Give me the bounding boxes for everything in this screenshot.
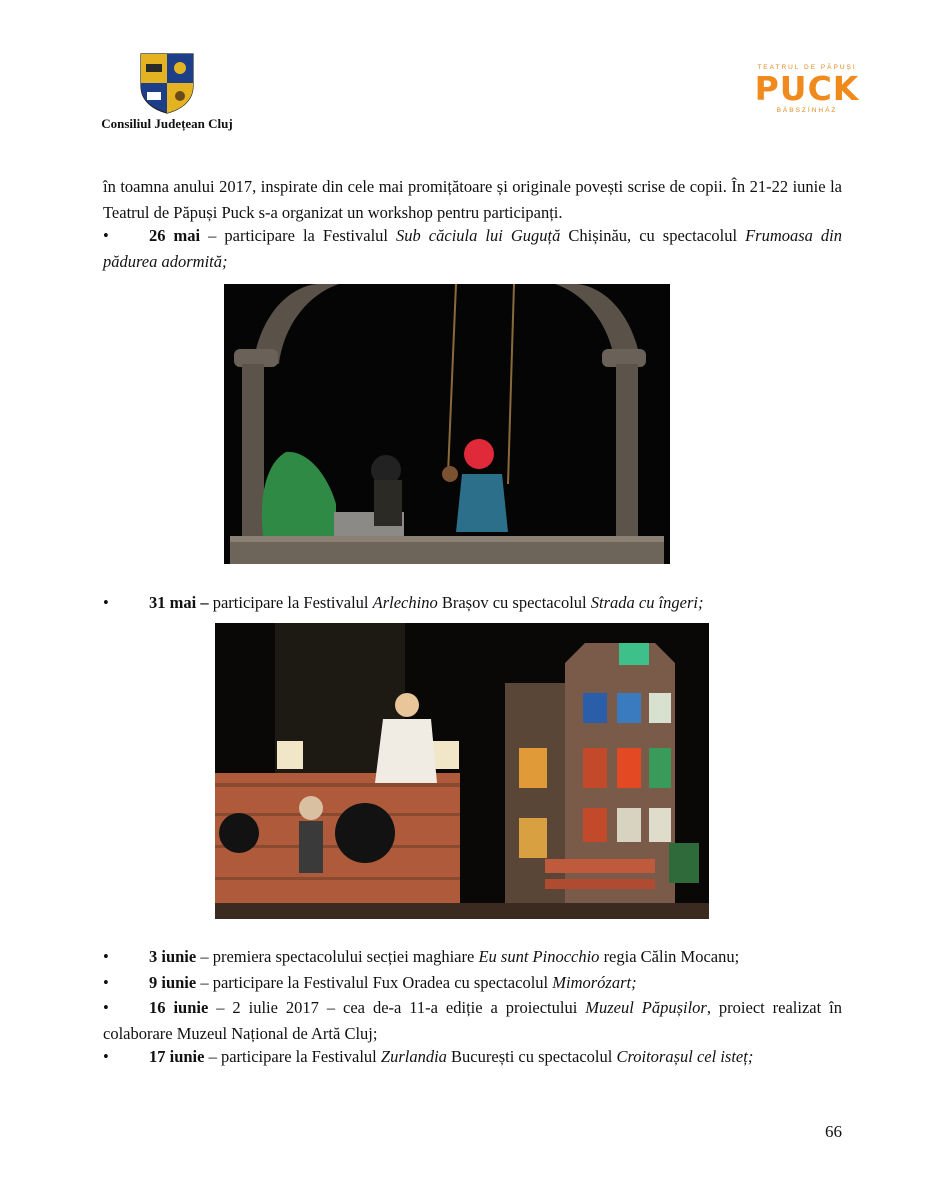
item-italic: Croitorașul cel isteț; bbox=[616, 1047, 754, 1066]
item-italic: Zurlandia bbox=[380, 1047, 447, 1066]
item-text: Brașov cu spectacolul bbox=[437, 593, 591, 612]
stage-image-2 bbox=[215, 623, 709, 919]
puppet-show-photo-2 bbox=[215, 623, 709, 919]
item-text: participare la Festivalul bbox=[208, 593, 373, 612]
item-text: – participare la Festivalul bbox=[204, 1047, 381, 1066]
bullet: • bbox=[103, 998, 109, 1017]
item-date: 3 iunie bbox=[149, 947, 197, 966]
intro-paragraph: în toamna anului 2017, inspirate din cele mai promițătoare și originale povești scrise de copii. În 21-22 iunie la Teatrul de Păpuși Puck s-a organizat un workshop pentru participanți. bbox=[103, 177, 842, 222]
item-text: București cu spectacolul bbox=[446, 1047, 617, 1066]
council-name: Consiliul Județean Cluj bbox=[101, 116, 233, 131]
bullet: • bbox=[103, 593, 109, 612]
bullet: • bbox=[103, 947, 109, 966]
puck-logo bbox=[752, 64, 862, 114]
item-text: – participare la Festivalul Fux Oradea cu spectacolul bbox=[196, 973, 553, 992]
item-italic: Arlechino bbox=[372, 593, 438, 612]
item-text: – 2 iulie 2017 – cea de-a 11-a ediție a proiectului bbox=[208, 998, 586, 1017]
item-date: 16 iunie bbox=[149, 998, 209, 1017]
item-date: 9 iunie bbox=[149, 973, 197, 992]
item-text: Chișinău, cu spectacolul bbox=[560, 226, 746, 245]
item-italic: Strada cu îngeri; bbox=[590, 593, 704, 612]
list-item bbox=[103, 970, 842, 996]
list-item bbox=[103, 944, 842, 970]
item-italic: Eu sunt Pinocchio bbox=[478, 947, 600, 966]
item-italic: Muzeul Păpușilor bbox=[585, 998, 707, 1017]
logo-word: PUCK bbox=[754, 69, 860, 108]
bullet: • bbox=[103, 973, 109, 992]
coat-of-arms-icon bbox=[139, 52, 195, 114]
list-item bbox=[103, 590, 842, 616]
item-text: regia Călin Mocanu; bbox=[599, 947, 740, 966]
logo-bottom-text: BÁBSZÍNHÁZ bbox=[776, 107, 838, 114]
list-item bbox=[103, 1044, 842, 1070]
page-number: 66 bbox=[825, 1122, 842, 1141]
item-text: , proiect realizat în colaborare Muzeul Național de Artă Cluj; bbox=[103, 998, 842, 1043]
item-date: 26 mai bbox=[149, 226, 201, 245]
item-date: 31 mai – bbox=[149, 593, 209, 612]
item-text: – participare la Festivalul bbox=[200, 226, 397, 245]
puppet-show-photo-1 bbox=[224, 284, 670, 564]
list-item bbox=[103, 995, 842, 1047]
header-council bbox=[92, 52, 242, 132]
item-italic: Frumoasa din pădurea adormită; bbox=[103, 226, 843, 271]
list-item bbox=[103, 223, 842, 275]
item-date: 17 iunie bbox=[149, 1047, 205, 1066]
item-text: – premiera spectacolului secției maghiare bbox=[196, 947, 479, 966]
logo-top-text: TEATRUL DE PĂPUȘI bbox=[757, 64, 857, 71]
stage-image-1 bbox=[224, 284, 670, 564]
bullet: • bbox=[103, 226, 109, 245]
bullet: • bbox=[103, 1047, 109, 1066]
item-italic: Sub căciula lui Guguță bbox=[396, 226, 561, 245]
item-italic: Mimorózart; bbox=[552, 973, 637, 992]
